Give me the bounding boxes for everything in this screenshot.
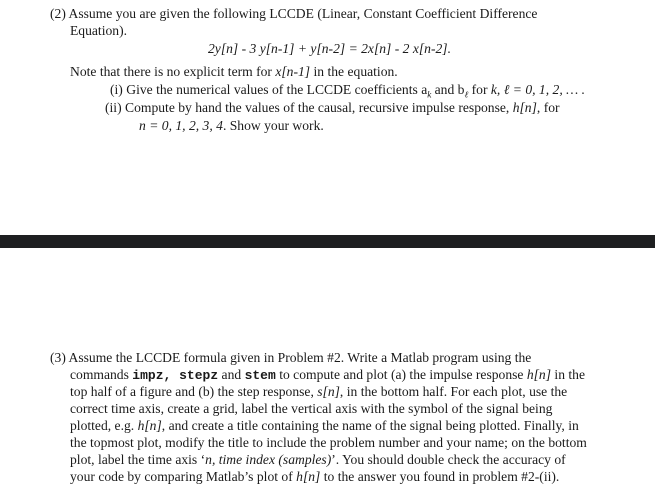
p3-l2-comma: , — [163, 368, 180, 383]
item-i-label: (i) — [110, 82, 123, 97]
item-i-for: for — [468, 82, 491, 97]
problem-2-note — [70, 64, 398, 80]
item-ii-continued — [139, 118, 324, 134]
item-i-sub-l: ℓ — [464, 89, 469, 100]
p3-l3-s: s[n] — [317, 384, 340, 399]
item-ii-label: (ii) — [105, 100, 122, 115]
p3-l5-b: , and create a title containing the name of the signal being plotted. Finally, in — [161, 418, 579, 433]
p3-l7-axis: n, time index (samples) — [205, 452, 332, 467]
cmd-stem: stem — [244, 368, 276, 383]
item-ii — [105, 100, 560, 116]
p3-l3-a: top half of a figure and (b) the step response, — [70, 384, 318, 399]
note-suffix: in the equation. — [310, 64, 398, 79]
item-ii-range: n = 0, 1, 2, 3, 4 — [139, 118, 223, 133]
p3-l2-c: in the — [551, 367, 586, 382]
item-i-text: Give the numerical values of the LCCDE coefficients a — [126, 82, 428, 97]
problem-3-line-1 — [50, 350, 531, 366]
problem-3-line-7 — [70, 452, 566, 468]
problem-3-line-8 — [70, 469, 559, 485]
p3-l2-b: to compute and plot (a) the impulse response — [275, 367, 527, 382]
p3-l2-h: h[n] — [526, 367, 552, 382]
item-i-and: and b — [431, 82, 465, 97]
p3-l3-b: , in the bottom half. For each plot, use the — [339, 384, 568, 399]
item-ii-for: , for — [536, 100, 560, 115]
problem-2-intro-line-2: Equation). — [70, 23, 128, 38]
problem-2-intro-line-1 — [50, 6, 537, 22]
p3-l8-h: h[n] — [296, 469, 321, 484]
problem-3-text-1: Assume the LCCDE formula given in Problem #2. Write a Matlab program using the — [68, 350, 532, 365]
problem-2-intro: Assume you are given the following LCCDE (Linear, Constant Coefficient Difference — [68, 6, 538, 21]
p3-l5-a: plotted, e.g. — [70, 418, 138, 433]
item-ii-text: Compute by hand the values of the causal, recursive impulse response, — [125, 100, 513, 115]
item-i-range: k, ℓ = 0, 1, 2, … . — [490, 82, 586, 97]
cmd-stepz: stepz — [179, 368, 219, 383]
p3-l7-a: plot, label the time axis ‘ — [70, 452, 206, 467]
p3-l2-and: and — [218, 367, 245, 382]
item-ii-end: . Show your work. — [222, 118, 324, 133]
item-ii-h: h[n] — [512, 100, 537, 115]
cmd-impz: impz — [132, 368, 164, 383]
problem-3-line-2 — [70, 367, 585, 384]
problem-3-line-4: correct time axis, create a grid, label the vertical axis with the symbol of the signal being — [70, 401, 553, 416]
problem-3-number: (3) — [50, 350, 66, 365]
problem-3-line-6: the topmost plot, modify the title to include the problem number and your name; on the bottom — [70, 435, 587, 450]
page-separator-bar — [0, 235, 655, 248]
item-i-sub-k: k — [427, 89, 432, 100]
problem-3-line-3 — [70, 384, 567, 400]
p3-l2-a: commands — [70, 367, 133, 382]
lccde-equation: 2y[n] - 3 y[n-1] + y[n-2] = 2x[n] - 2 x[n-2]. — [208, 41, 451, 56]
p3-l5-h: h[n] — [137, 418, 162, 433]
note-prefix: Note that there is no explicit term for — [70, 64, 276, 79]
problem-2-number: (2) — [50, 6, 66, 21]
p3-l8-b: to the answer you found in problem #2-(ii). — [320, 469, 560, 484]
note-term: x[n-1] — [275, 64, 311, 79]
p3-l8-a: your code by comparing Matlab’s plot of — [70, 469, 297, 484]
p3-l7-b: ’. You should double check the accuracy of — [331, 452, 566, 467]
problem-3-line-5 — [70, 418, 579, 434]
